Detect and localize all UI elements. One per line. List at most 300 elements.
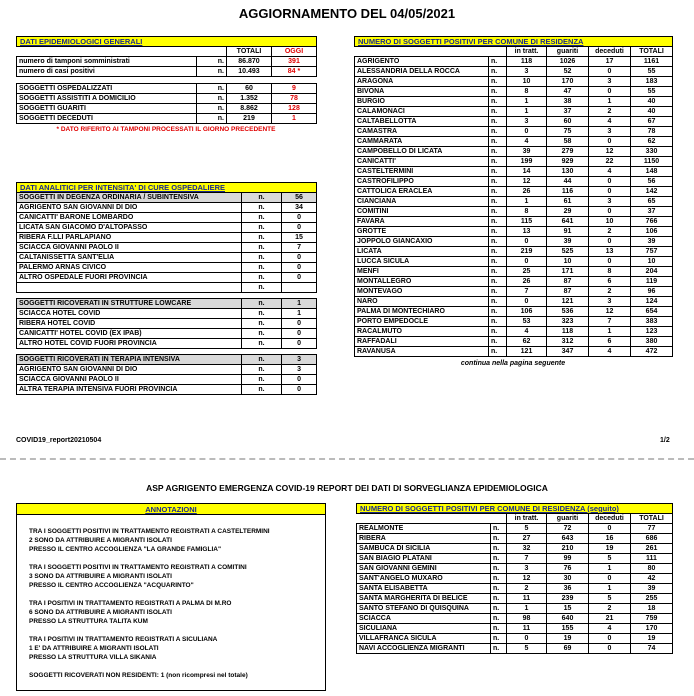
comuni-row <box>357 604 673 614</box>
comune-value: 52 <box>547 67 589 77</box>
comune-value: 686 <box>631 534 673 544</box>
comuni-row <box>355 317 673 327</box>
comune-value: 1 <box>589 97 631 107</box>
comuni-col-header: TOTALI <box>631 514 673 524</box>
comune-name: BIVONA <box>355 87 489 97</box>
comune-unit: n. <box>489 227 507 237</box>
comune-value: 10 <box>507 77 547 87</box>
comune-value: 37 <box>547 107 589 117</box>
annotation-line: TRA I POSITIVI IN TRATTAMENTO REGISTRATI A PALMA DI M.RO <box>29 600 232 607</box>
comuni-row <box>355 297 673 307</box>
comune-value: 13 <box>589 247 631 257</box>
hosp-value: 0 <box>282 385 317 395</box>
comune-value: 37 <box>631 207 673 217</box>
comune-value: 8 <box>507 207 547 217</box>
comune-name: ALESSANDRIA DELLA ROCCA <box>355 67 489 77</box>
comuni-col-header: TOTALI <box>631 47 673 57</box>
comune-unit: n. <box>491 534 507 544</box>
comune-value: 0 <box>589 644 631 654</box>
comune-value: 312 <box>547 337 589 347</box>
comuni-row <box>355 267 673 277</box>
hosp-row <box>17 283 317 293</box>
comune-unit: n. <box>489 197 507 207</box>
comune-value: 44 <box>547 177 589 187</box>
report-id: COVID19_report20210504 <box>16 437 102 444</box>
comune-unit: n. <box>489 187 507 197</box>
hosp-panel <box>16 182 316 395</box>
comune-value: 0 <box>589 67 631 77</box>
comune-value: 2 <box>507 584 547 594</box>
page-title: AGGIORNAMENTO DEL 04/05/2021 <box>238 6 456 21</box>
comune-name: SICULIANA <box>357 624 491 634</box>
comune-value: 39 <box>631 584 673 594</box>
epi-table-2 <box>16 83 317 124</box>
comune-name: RIBERA <box>357 534 491 544</box>
epi-unit: n. <box>197 67 227 77</box>
comune-value: 330 <box>631 147 673 157</box>
comune-value: 142 <box>631 187 673 197</box>
hosp-row <box>17 263 317 273</box>
comuni-row <box>355 77 673 87</box>
comune-value: 72 <box>547 524 589 534</box>
annotation-line: SOGGETTI RICOVERATI NON RESIDENTI: 1 (non ricompresi nel totale) <box>29 672 248 679</box>
comune-value: 323 <box>547 317 589 327</box>
comune-value: 261 <box>631 544 673 554</box>
comune-value: 170 <box>631 624 673 634</box>
comune-value: 123 <box>631 327 673 337</box>
hosp-group-unit: n. <box>242 355 282 365</box>
comune-value: 15 <box>547 604 589 614</box>
comuni-row <box>357 584 673 594</box>
annotation-line: 2 SONO DA ATTRIBUIRE A MIGRANTI ISOLATI <box>29 537 172 544</box>
comune-value: 3 <box>589 297 631 307</box>
hosp-group-row <box>17 355 317 365</box>
comune-unit: n. <box>491 554 507 564</box>
page-number: 1/2 <box>660 437 670 444</box>
hosp-unit: n. <box>242 375 282 385</box>
comune-unit: n. <box>489 117 507 127</box>
epi-table <box>16 36 317 77</box>
epi-row <box>17 114 317 124</box>
comuni-row <box>357 614 673 624</box>
comune-value: 87 <box>547 277 589 287</box>
comune-name: SANTA ELISABETTA <box>357 584 491 594</box>
hosp-unit: n. <box>242 309 282 319</box>
comune-value: 118 <box>507 57 547 67</box>
comune-name: CAMPOBELLO DI LICATA <box>355 147 489 157</box>
annotation-line: PRESSO IL CENTRO ACCOGLIENZA "LA GRANDE FAMIGLIA" <box>29 546 222 553</box>
comuni2-panel <box>356 503 672 654</box>
hosp-value: 0 <box>282 273 317 283</box>
comune-value: 2 <box>589 227 631 237</box>
epi-unit: n. <box>197 57 227 67</box>
comune-value: 17 <box>589 57 631 67</box>
comune-unit: n. <box>489 237 507 247</box>
comune-name: BURGIO <box>355 97 489 107</box>
comune-name: SANTO STEFANO DI QUISQUINA <box>357 604 491 614</box>
comune-value: 121 <box>507 347 547 357</box>
epi-row <box>17 104 317 114</box>
comune-name: CALTABELLOTTA <box>355 117 489 127</box>
comuni-col-header: deceduti <box>589 47 631 57</box>
hosp-value <box>282 283 317 293</box>
comune-unit: n. <box>489 177 507 187</box>
comuni-row <box>355 157 673 167</box>
comune-unit: n. <box>489 277 507 287</box>
epi-oggi: 128 <box>272 104 317 114</box>
comune-value: 239 <box>547 594 589 604</box>
hosp-label: AGRIGENTO SAN GIOVANNI DI DIO <box>17 365 242 375</box>
comune-value: 39 <box>507 147 547 157</box>
comune-name: NARO <box>355 297 489 307</box>
comune-name: SCIACCA <box>357 614 491 624</box>
annotation-line: TRA I SOGGETTI POSITIVI IN TRATTAMENTO REGISTRATI A COMITINI <box>29 564 247 571</box>
comune-value: 121 <box>547 297 589 307</box>
comune-value: 6 <box>589 277 631 287</box>
comune-value: 5 <box>507 644 547 654</box>
comune-value: 39 <box>547 237 589 247</box>
annotation-line: PRESSO LA STRUTTURA TALITA KUM <box>29 618 148 625</box>
comune-value: 6 <box>589 337 631 347</box>
comune-unit: n. <box>489 97 507 107</box>
comune-value: 1 <box>507 107 547 117</box>
hosp-unit: n. <box>242 253 282 263</box>
comuni-row <box>357 564 673 574</box>
comuni-row <box>355 197 673 207</box>
comune-value: 4 <box>589 117 631 127</box>
comune-value: 5 <box>589 594 631 604</box>
hosp-value: 15 <box>282 233 317 243</box>
hosp-unit: n. <box>242 365 282 375</box>
hosp-unit: n. <box>242 329 282 339</box>
annotation-line: TRA I POSITIVI IN TRATTAMENTO REGISTRATI A SICULIANA <box>29 636 218 643</box>
hosp-unit: n. <box>242 263 282 273</box>
comune-value: 199 <box>507 157 547 167</box>
hosp-value: 0 <box>282 223 317 233</box>
comune-unit: n. <box>489 337 507 347</box>
epi-totali: 1.352 <box>227 94 272 104</box>
comune-value: 78 <box>631 127 673 137</box>
comune-value: 183 <box>631 77 673 87</box>
page2-title: ASP AGRIGENTO EMERGENZA COVID-19 REPORT DEI DATI DI SORVEGLIANZA EPIDEMIOLOGICA <box>146 483 548 493</box>
comune-value: 929 <box>547 157 589 167</box>
comune-value: 106 <box>507 307 547 317</box>
hosp-label: RIBERA F.LLI PARLAPIANO <box>17 233 242 243</box>
comune-unit: n. <box>489 267 507 277</box>
comune-unit: n. <box>489 217 507 227</box>
epi-footnote: * DATO RIFERITO AI TAMPONI PROCESSATI IL GIORNO PRECEDENTE <box>56 126 276 133</box>
comune-value: 26 <box>507 187 547 197</box>
hosp-label: ALTRA TERAPIA INTENSIVA FUORI PROVINCIA <box>17 385 242 395</box>
comune-name: SAMBUCA DI SICILIA <box>357 544 491 554</box>
comuni-row <box>355 87 673 97</box>
comune-unit: n. <box>489 67 507 77</box>
comune-name: CAMASTRA <box>355 127 489 137</box>
hosp-label: AGRIGENTO SAN GIOVANNI DI DIO <box>17 203 242 213</box>
comune-name: SANT'ANGELO MUXARO <box>357 574 491 584</box>
comune-value: 12 <box>589 147 631 157</box>
comune-unit: n. <box>491 604 507 614</box>
comune-value: 106 <box>631 227 673 237</box>
comune-value: 87 <box>547 287 589 297</box>
epi-oggi: 9 <box>272 84 317 94</box>
hosp-label: CANICATTI' BARONE LOMBARDO <box>17 213 242 223</box>
epi-row <box>17 94 317 104</box>
comune-name: JOPPOLO GIANCAXIO <box>355 237 489 247</box>
comune-value: 1026 <box>547 57 589 67</box>
comune-value: 39 <box>631 237 673 247</box>
hosp-value: 34 <box>282 203 317 213</box>
comune-name: PALMA DI MONTECHIARO <box>355 307 489 317</box>
comune-value: 116 <box>547 187 589 197</box>
comune-value: 29 <box>547 207 589 217</box>
hosp-group-unit: n. <box>242 193 282 203</box>
comune-unit: n. <box>491 634 507 644</box>
comune-value: 170 <box>547 77 589 87</box>
annotation-block <box>29 599 319 626</box>
comune-value: 1 <box>589 327 631 337</box>
epi-totali: 8.862 <box>227 104 272 114</box>
epi-unit: n. <box>197 104 227 114</box>
comune-value: 171 <box>547 267 589 277</box>
comune-value: 77 <box>631 524 673 534</box>
hosp-row <box>17 375 317 385</box>
comune-name: VILLAFRANCA SICULA <box>357 634 491 644</box>
annotation-block <box>29 527 319 554</box>
annotation-line: PRESSO IL CENTRO ACCOGLIENZA "ACQUARINTO" <box>29 582 194 589</box>
hosp-value: 0 <box>282 339 317 349</box>
comune-value: 4 <box>507 327 547 337</box>
comune-value: 58 <box>547 137 589 147</box>
comuni-row <box>355 277 673 287</box>
hosp-unit: n. <box>242 283 282 293</box>
comune-value: 1161 <box>631 57 673 67</box>
comune-value: 1 <box>507 604 547 614</box>
comune-value: 0 <box>589 207 631 217</box>
comuni-row <box>357 644 673 654</box>
comuni-row <box>357 534 673 544</box>
epi-totali: 219 <box>227 114 272 124</box>
hosp-unit: n. <box>242 203 282 213</box>
comune-value: 8 <box>589 267 631 277</box>
comune-name: CALAMONACI <box>355 107 489 117</box>
comune-name: COMITINI <box>355 207 489 217</box>
epi-label: numero di tamponi somministrati <box>17 57 197 67</box>
comune-value: 10 <box>589 217 631 227</box>
comune-name: CASTELTERMINI <box>355 167 489 177</box>
comune-value: 32 <box>507 544 547 554</box>
comune-value: 80 <box>631 564 673 574</box>
comuni-row <box>355 257 673 267</box>
comune-value: 525 <box>547 247 589 257</box>
hosp-row <box>17 253 317 263</box>
annotazioni-panel <box>16 503 326 691</box>
hosp-unit: n. <box>242 319 282 329</box>
comune-value: 118 <box>547 327 589 337</box>
comune-name: LICATA <box>355 247 489 257</box>
hosp-value: 0 <box>282 329 317 339</box>
comune-value: 3 <box>589 77 631 87</box>
comuni-row <box>355 287 673 297</box>
comune-value: 472 <box>631 347 673 357</box>
comune-value: 61 <box>547 197 589 207</box>
comune-value: 25 <box>507 267 547 277</box>
hosp-unit: n. <box>242 243 282 253</box>
comune-name: SANTA MARGHERITA DI BELICE <box>357 594 491 604</box>
comuni-row <box>355 187 673 197</box>
comune-value: 7 <box>507 287 547 297</box>
comune-unit: n. <box>491 624 507 634</box>
comune-unit: n. <box>489 127 507 137</box>
comune-value: 255 <box>631 594 673 604</box>
continua-note: continua nella pagina seguente <box>460 360 566 367</box>
hosp-row <box>17 339 317 349</box>
hosp-group-label: SOGGETTI IN DEGENZA ORDINARIA / SUBINTENSIVA <box>17 193 242 203</box>
comune-value: 347 <box>547 347 589 357</box>
comune-unit: n. <box>489 57 507 67</box>
comune-value: 1 <box>507 97 547 107</box>
hosp-value: 0 <box>282 253 317 263</box>
comune-value: 0 <box>589 137 631 147</box>
hosp-value: 7 <box>282 243 317 253</box>
comune-name: PORTO EMPEDOCLE <box>355 317 489 327</box>
comune-value: 0 <box>589 634 631 644</box>
hosp-label: SCIACCA HOTEL COVID <box>17 309 242 319</box>
comune-value: 8 <box>507 87 547 97</box>
comuni2-table <box>356 503 673 654</box>
comuni-row <box>357 634 673 644</box>
comune-value: 380 <box>631 337 673 347</box>
comune-value: 60 <box>547 117 589 127</box>
annotazioni-header: ANNOTAZIONI <box>17 504 325 515</box>
epi-label: numero di casi positivi <box>17 67 197 77</box>
comune-value: 62 <box>631 137 673 147</box>
comuni-row <box>355 347 673 357</box>
hosp-row <box>17 385 317 395</box>
comune-value: 643 <box>547 534 589 544</box>
comune-value: 4 <box>589 624 631 634</box>
comuni-header: NUMERO DI SOGGETTI POSITIVI PER COMUNE DI RESIDENZA <box>355 37 673 47</box>
epi-label: SOGGETTI ASSISTITI A DOMICILIO <box>17 94 197 104</box>
comune-value: 11 <box>507 594 547 604</box>
hosp-value: 0 <box>282 375 317 385</box>
annotazioni-body <box>17 515 325 680</box>
hosp-row <box>17 319 317 329</box>
comune-name: GROTTE <box>355 227 489 237</box>
comune-value: 47 <box>547 87 589 97</box>
comune-value: 99 <box>547 554 589 564</box>
comune-value: 21 <box>589 614 631 624</box>
epi-oggi: 391 <box>272 57 317 67</box>
comune-value: 76 <box>547 564 589 574</box>
comune-name: CATTOLICA ERACLEA <box>355 187 489 197</box>
comune-value: 210 <box>547 544 589 554</box>
comuni-row <box>355 337 673 347</box>
hosp-row <box>17 329 317 339</box>
comune-unit: n. <box>489 327 507 337</box>
comune-value: 62 <box>507 337 547 347</box>
comune-value: 67 <box>631 117 673 127</box>
comuni-row <box>355 307 673 317</box>
annotation-block <box>29 671 319 680</box>
hosp-group-value: 1 <box>282 299 317 309</box>
comuni-row <box>357 624 673 634</box>
comune-value: 12 <box>507 177 547 187</box>
comune-value: 10 <box>631 257 673 267</box>
comune-value: 98 <box>507 614 547 624</box>
comune-value: 3 <box>507 564 547 574</box>
comune-value: 204 <box>631 267 673 277</box>
hosp-table <box>16 182 317 395</box>
epi-header: DATI EPIDEMIOLOGICI GENERALI <box>17 37 317 47</box>
comune-value: 7 <box>507 554 547 564</box>
comune-name: CAMMARATA <box>355 137 489 147</box>
epi-panel <box>16 36 316 133</box>
comune-value: 12 <box>507 574 547 584</box>
comuni-col-header: deceduti <box>589 514 631 524</box>
comune-name: NAVI ACCOGLIENZA MIGRANTI <box>357 644 491 654</box>
comune-value: 26 <box>507 277 547 287</box>
epi-row <box>17 57 317 67</box>
annotation-line: 1 E' DA ATTRIBUIRE A MIGRANTI ISOLATI <box>29 645 159 652</box>
comune-unit: n. <box>489 257 507 267</box>
epi-unit: n. <box>197 114 227 124</box>
comune-value: 0 <box>589 237 631 247</box>
col-totali: TOTALI <box>227 47 272 57</box>
epi-row <box>17 84 317 94</box>
comune-value: 130 <box>547 167 589 177</box>
epi-label: SOGGETTI DECEDUTI <box>17 114 197 124</box>
comune-value: 4 <box>507 137 547 147</box>
comune-name: FAVARA <box>355 217 489 227</box>
hosp-label: PALERMO ARNAS CIVICO <box>17 263 242 273</box>
comune-value: 0 <box>589 187 631 197</box>
comune-value: 2 <box>589 604 631 614</box>
comune-name: RACALMUTO <box>355 327 489 337</box>
comune-value: 1 <box>507 197 547 207</box>
comune-value: 219 <box>507 247 547 257</box>
comuni2-header: NUMERO DI SOGGETTI POSITIVI PER COMUNE DI RESIDENZA (seguito) <box>357 504 673 514</box>
comune-unit: n. <box>491 544 507 554</box>
epi-oggi: 1 <box>272 114 317 124</box>
comune-unit: n. <box>489 147 507 157</box>
comuni-panel <box>354 36 672 367</box>
comune-value: 0 <box>507 127 547 137</box>
comune-value: 22 <box>589 157 631 167</box>
comune-value: 56 <box>631 177 673 187</box>
comune-value: 55 <box>631 87 673 97</box>
comune-value: 148 <box>631 167 673 177</box>
comune-value: 757 <box>631 247 673 257</box>
comune-name: ARAGONA <box>355 77 489 87</box>
comune-value: 13 <box>507 227 547 237</box>
epi-oggi: 78 <box>272 94 317 104</box>
epi-label: SOGGETTI GUARITI <box>17 104 197 114</box>
comune-value: 12 <box>589 307 631 317</box>
annotation-line: TRA I SOGGETTI POSITIVI IN TRATTAMENTO REGISTRATI A CASTELTERMINI <box>29 528 270 535</box>
comune-name: SAN GIOVANNI GEMINI <box>357 564 491 574</box>
comune-unit: n. <box>491 524 507 534</box>
comune-value: 0 <box>589 257 631 267</box>
comune-value: 40 <box>631 97 673 107</box>
epi-unit: n. <box>197 84 227 94</box>
hosp-unit: n. <box>242 233 282 243</box>
epi-row <box>17 67 317 77</box>
comuni-col-header: guariti <box>547 47 589 57</box>
comune-value: 4 <box>589 347 631 357</box>
comune-value: 3 <box>507 67 547 77</box>
hosp-row <box>17 203 317 213</box>
